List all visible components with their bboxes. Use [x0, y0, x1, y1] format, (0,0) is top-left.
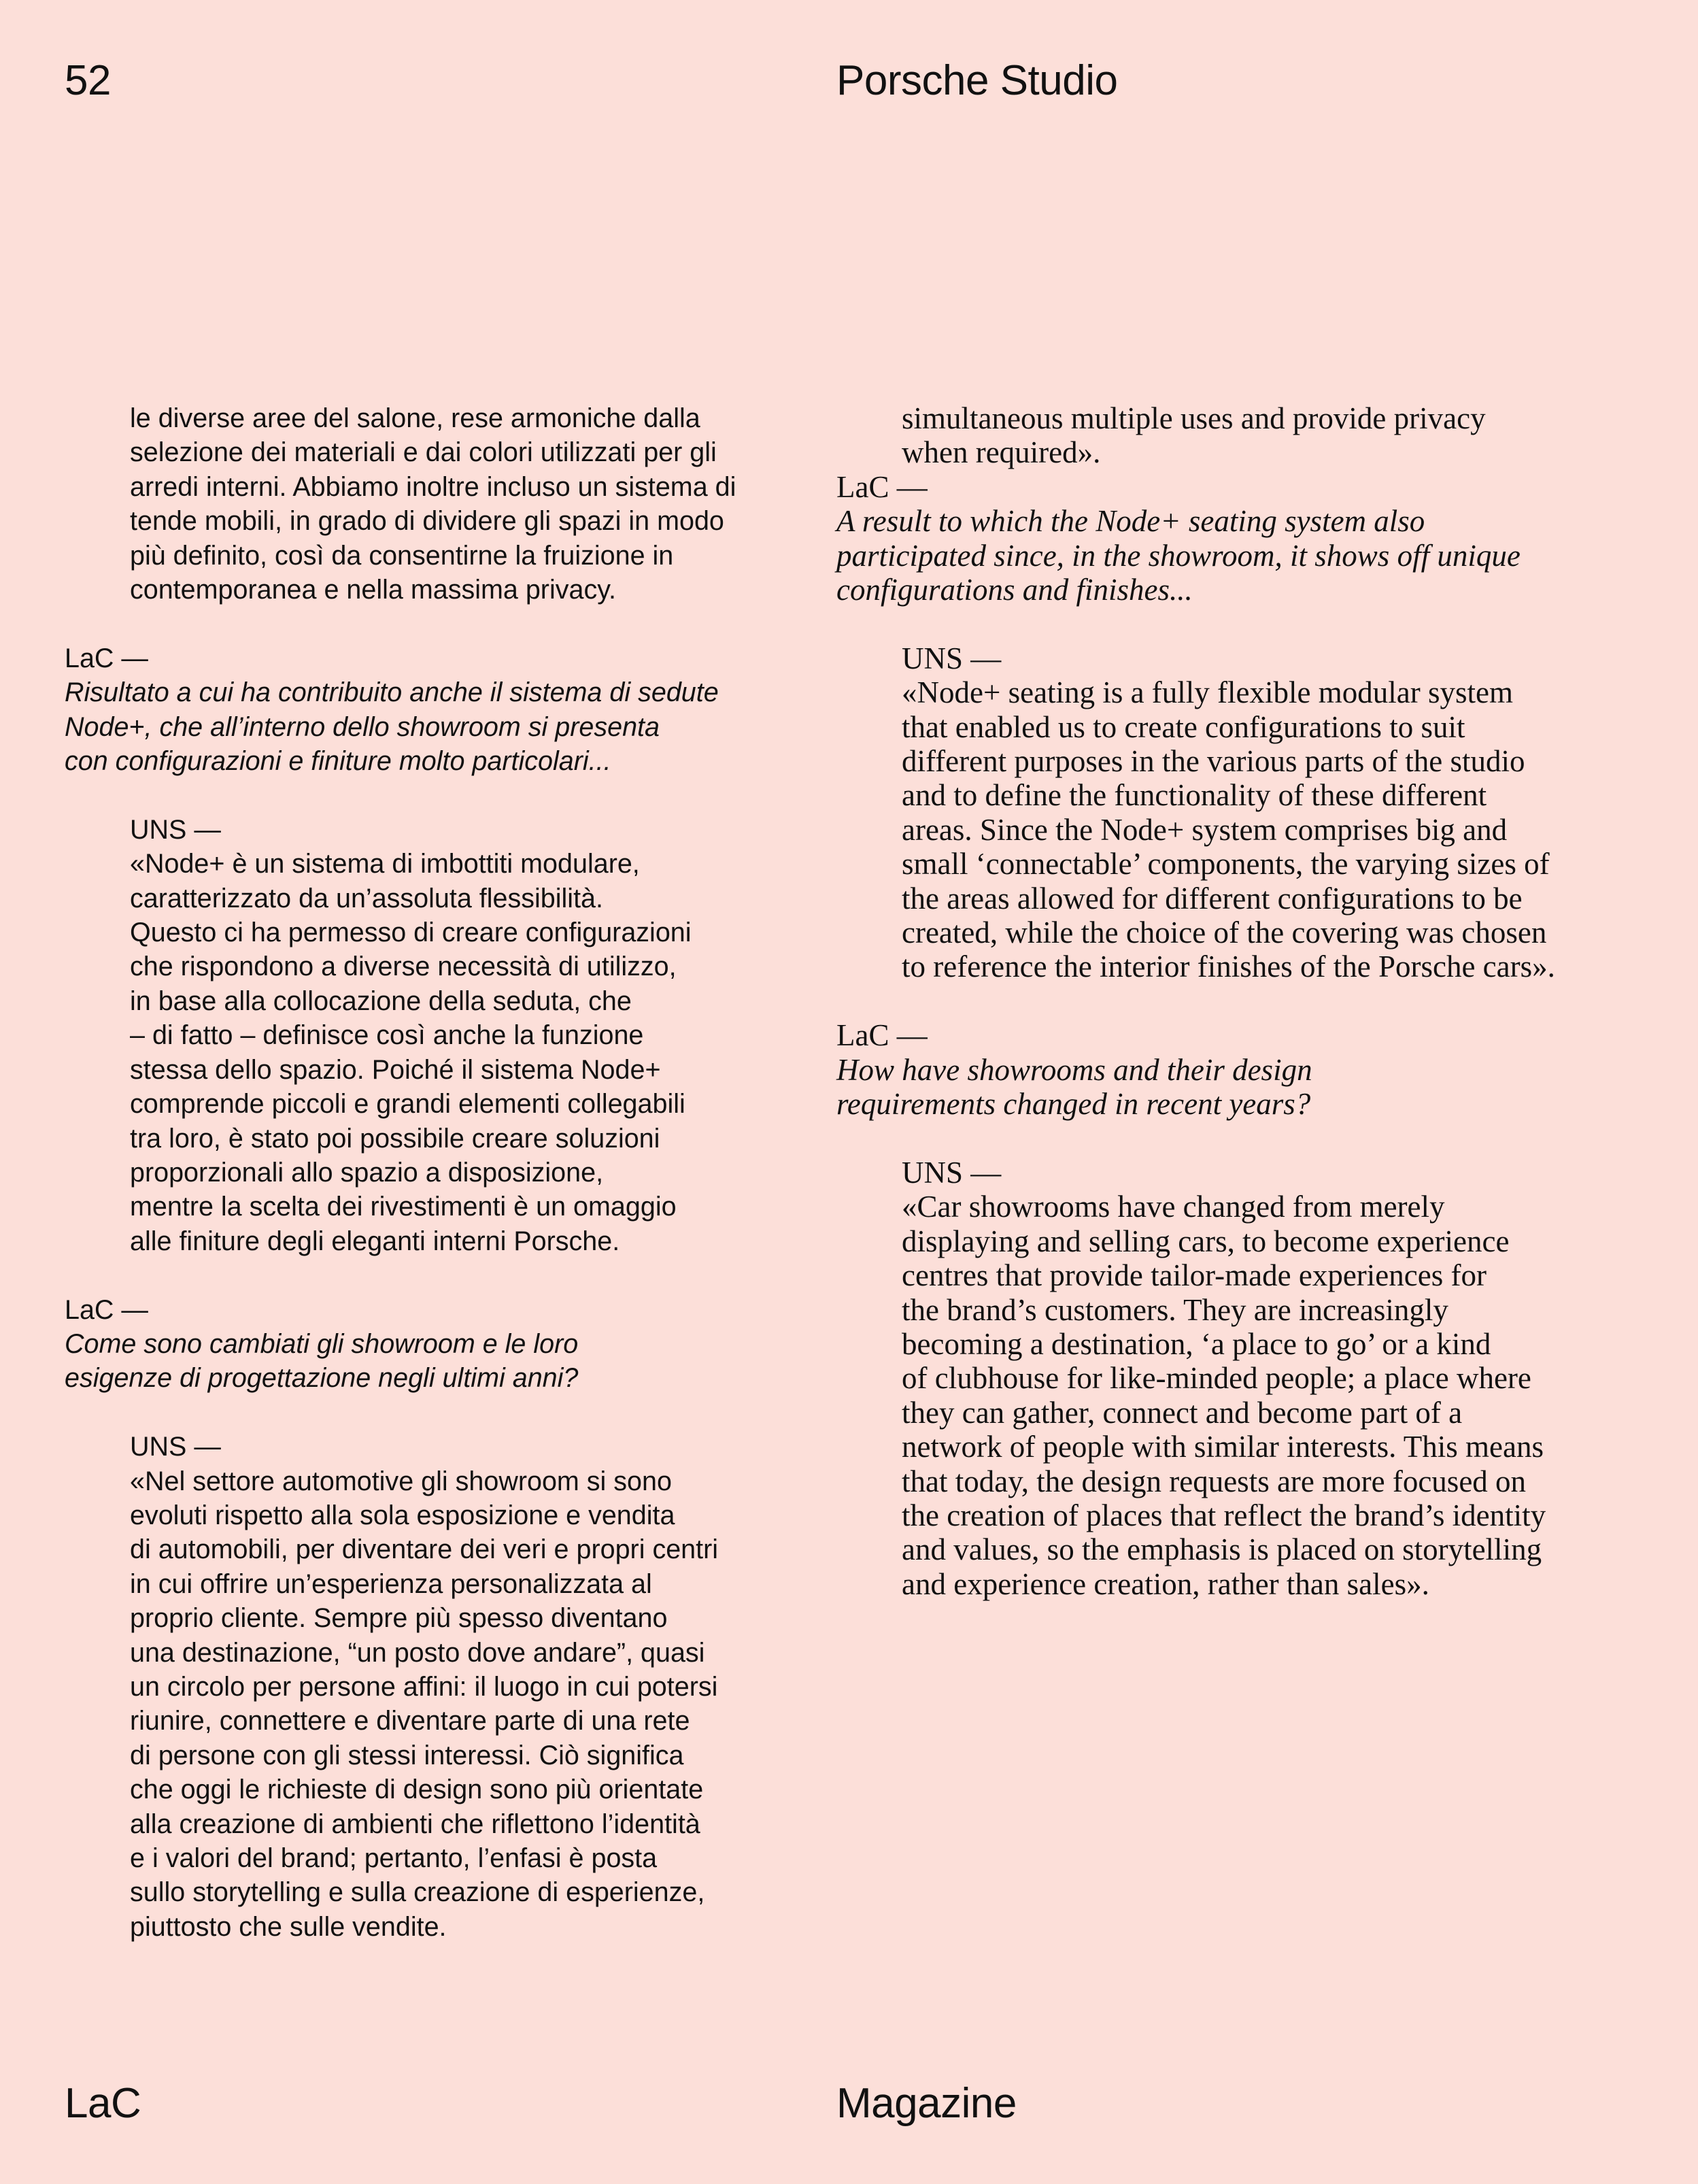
answer-speaker: UNS — — [902, 1155, 1002, 1190]
text-line: una destinazione, “un posto dove andare”, quasi — [130, 1637, 705, 1668]
text-line: mentre la scelta dei rivestimenti è un omaggio — [130, 1192, 677, 1222]
answer-2-it — [65, 1464, 826, 1945]
text-line: – di fatto – definisce così anche la funzione — [130, 1020, 644, 1051]
text-line: that enabled us to create configurations to suit — [902, 709, 1465, 744]
question-1-it — [65, 675, 826, 778]
text-line: più definito, così da consentirne la fruizione in — [130, 540, 674, 571]
text-line: caratterizzato da un’assoluta flessibilità. — [130, 883, 603, 913]
text-line: con configurazioni e finiture molto particolari... — [65, 746, 611, 777]
text-line: network of people with similar interests. This means — [902, 1430, 1544, 1464]
text-line: e i valori del brand; pertanto, l’enfasi è posta — [130, 1843, 658, 1873]
text-line: that today, the design requests are more focused on — [902, 1464, 1527, 1498]
answer-speaker: UNS — — [130, 814, 221, 845]
text-line: riunire, connettere e diventare parte di una rete — [130, 1706, 690, 1736]
text-line: participated since, in the showroom, it shows off unique — [836, 538, 1521, 573]
text-line: alla creazione di ambienti che riflettono l’identità — [130, 1809, 700, 1839]
text-line: che rispondono a diverse necessità di utilizzo, — [130, 952, 677, 982]
text-line: «Nel settore automotive gli showroom si sono — [130, 1466, 672, 1496]
text-line: di automobili, per diventare dei veri e propri centri — [130, 1534, 719, 1565]
text-line: tra loro, è stato poi possibile creare soluzioni — [130, 1123, 660, 1154]
answer-2-en — [836, 1190, 1618, 1601]
text-line: Node+, che all’interno dello showroom si presenta — [65, 711, 660, 742]
section-title: Porsche Studio — [836, 57, 1118, 104]
text-line: in base alla collocazione della seduta, che — [130, 986, 632, 1016]
text-line: stessa dello spazio. Poiché il sistema Node+ — [130, 1054, 661, 1085]
question-speaker: LaC — — [836, 1018, 928, 1053]
text-line: different purposes in the various parts of the studio — [902, 744, 1525, 779]
question-speaker: LaC — — [836, 469, 928, 504]
question-1-en — [836, 504, 1618, 607]
text-line: the creation of places that reflect the brand’s identity — [902, 1498, 1546, 1532]
question-speaker: LaC — — [65, 1294, 148, 1325]
text-line: created, while the choice of the covering was chosen — [902, 915, 1547, 950]
text-line: and to define the functionality of these different — [902, 778, 1487, 813]
text-line: in cui offrire un’esperienza personalizzata al — [130, 1568, 652, 1599]
answer-speaker: UNS — — [130, 1432, 221, 1462]
text-line: and experience creation, rather than sales». — [902, 1566, 1429, 1601]
text-line: comprende piccoli e grandi elementi collegabili — [130, 1089, 685, 1120]
text-line: «Car showrooms have changed from merely — [902, 1190, 1445, 1224]
question-2-it — [65, 1327, 826, 1396]
footer-brand: LaC — [65, 2080, 141, 2127]
english-column — [836, 401, 1618, 1601]
text-line: un circolo per persone affini: il luogo in cui potersi — [130, 1671, 718, 1702]
text-line: esigenze di progettazione negli ultimi anni? — [65, 1363, 579, 1394]
intro-paragraph-it — [65, 401, 826, 607]
text-line: areas. Since the Node+ system comprises big and — [902, 812, 1508, 847]
text-line: che oggi le richieste di design sono più orientate — [130, 1775, 704, 1805]
question-speaker: LaC — — [65, 643, 148, 673]
text-line: displaying and selling cars, to become experience — [902, 1224, 1510, 1258]
text-line: Come sono cambiati gli showroom e le loro — [65, 1328, 579, 1359]
text-line: sullo storytelling e sulla creazione di esperienze, — [130, 1877, 705, 1908]
text-line: piuttosto che sulle vendite. — [130, 1911, 447, 1942]
answer-1-it — [65, 847, 826, 1258]
answer-speaker: UNS — — [902, 641, 1002, 675]
text-line: small ‘connectable’ components, the varying sizes of — [902, 847, 1550, 881]
italian-column — [65, 401, 826, 1944]
text-line: simultaneous multiple uses and provide privacy — [902, 401, 1486, 435]
text-line: di persone con gli stessi interessi. Ciò significa — [130, 1740, 684, 1770]
text-line: How have showrooms and their design — [836, 1052, 1312, 1087]
text-line: tende mobili, in grado di dividere gli spazi in modo — [130, 506, 724, 537]
text-line: configurations and finishes... — [836, 573, 1193, 607]
text-line: of clubhouse for like-minded people; a place where — [902, 1361, 1531, 1396]
text-line: centres that provide tailor-made experiences for — [902, 1258, 1487, 1293]
text-line: le diverse aree del salone, rese armoniche dalla — [130, 403, 700, 433]
text-line: the brand’s customers. They are increasingly — [902, 1292, 1448, 1327]
text-line: proprio cliente. Sempre più spesso diventano — [130, 1603, 668, 1634]
text-line: «Node+ è un sistema di imbottiti modulare, — [130, 849, 640, 879]
text-line: contemporanea e nella massima privacy. — [130, 575, 616, 605]
text-line: «Node+ seating is a fully flexible modular system — [902, 675, 1513, 710]
text-line: and values, so the emphasis is placed on storytelling — [902, 1532, 1542, 1567]
intro-paragraph-en — [836, 401, 1618, 470]
text-line: selezione dei materiali e dai colori utilizzati per gli — [130, 437, 717, 468]
question-2-en — [836, 1053, 1618, 1122]
text-line: when required». — [902, 435, 1101, 470]
answer-1-en — [836, 675, 1618, 984]
footer-publication: Magazine — [836, 2080, 1017, 2127]
text-line: alle finiture degli eleganti interni Porsche. — [130, 1226, 620, 1256]
text-line: becoming a destination, ‘a place to go’ or a kind — [902, 1326, 1491, 1361]
text-line: requirements changed in recent years? — [836, 1087, 1311, 1122]
text-line: evoluti rispetto alla sola esposizione e vendita — [130, 1500, 675, 1530]
text-line: A result to which the Node+ seating system also — [836, 504, 1425, 539]
text-line: the areas allowed for different configurations to be — [902, 881, 1523, 915]
text-line: Questo ci ha permesso di creare configurazioni — [130, 918, 692, 948]
page-number: 52 — [65, 57, 111, 104]
text-line: Risultato a cui ha contribuito anche il sistema di sedute — [65, 677, 719, 708]
text-line: arredi interni. Abbiamo inoltre incluso un sistema di — [130, 471, 736, 502]
text-line: they can gather, connect and become part of a — [902, 1395, 1463, 1430]
text-line: to reference the interior finishes of the Porsche cars». — [902, 950, 1555, 984]
text-line: proporzionali allo spazio a disposizione, — [130, 1157, 604, 1188]
